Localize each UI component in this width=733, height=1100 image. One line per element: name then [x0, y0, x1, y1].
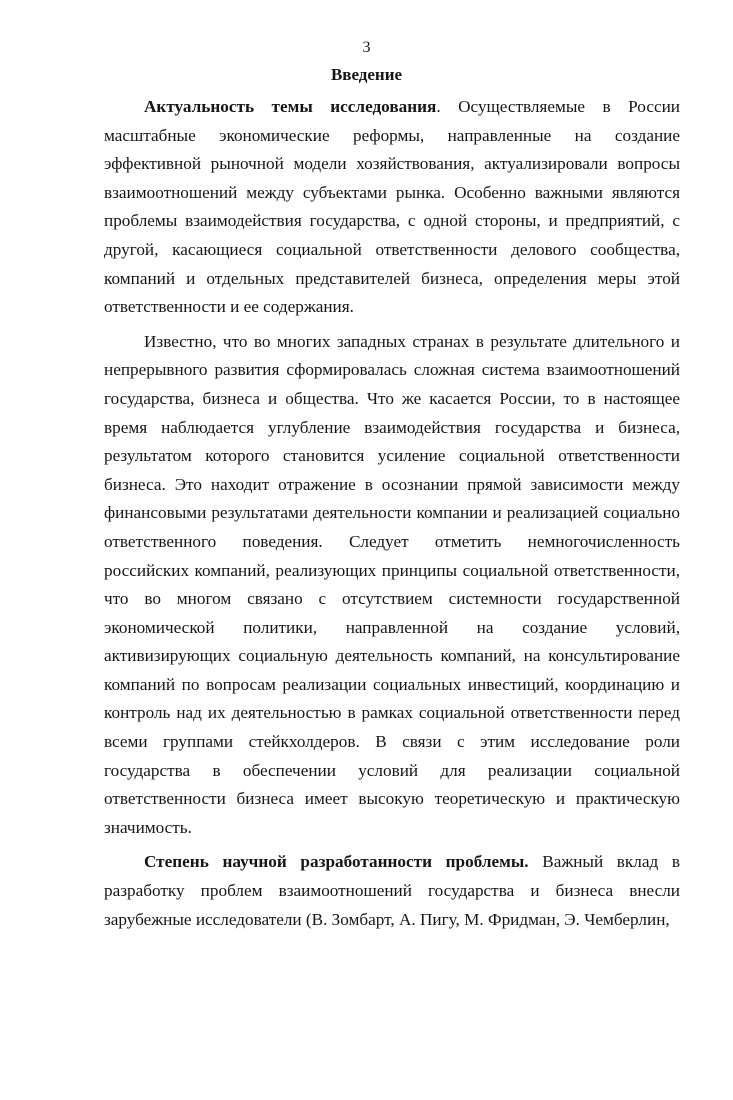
paragraph-relevance	[104, 93, 680, 322]
paragraph-western-context	[104, 328, 680, 843]
paragraph-text-western-context: Известно, что во многих западных странах в результате длительного и непрерывного развития сформировалась сложная система взаимоотношений государства, бизнеса и общества. Что же касается России, то в настоящее время наблюдается углубление взаимодействия государства и бизнеса, результатом которого становится усиление социальной ответственности бизнеса. Это находит отражение в осознании прямой зависимости между финансовыми результатами деятельности компании и реализацией социально ответственного поведения. Следует отметить немногочисленность российских компаний, реализующих принципы социальной ответственности, что во многом связано с отсутствием системности государственной экономической политики, направленной на создание условий, активизирующих социальную деятельность компаний, на консультирование компаний по вопросам реализации социальных инвестиций, координацию и контроль над их деятельностью в рамках социальной ответственности перед всеми группами стейкхолдеров. В связи с этим исследование роли государства в обеспечении условий для реализации социальной ответственности бизнеса имеет высокую теоретическую и практическую значимость.	[104, 331, 680, 837]
body-text	[104, 93, 680, 934]
paragraph-text-research-degree: Важный вклад в разработку проблем взаимоотношений государства и бизнеса внесли зарубежные исследователи (В. Зомбарт, А. Пигу, М. Фридман, Э. Чемберлин,	[104, 852, 680, 929]
paragraph-text-relevance: . Осуществляемые в России масштабные экономические реформы, направленные на создание эффективной рыночной модели хозяйствования, актуализировали вопросы взаимоотношений между субъектами рынка. Особенно важными являются проблемы взаимодействия государства, с одной стороны, и предприятий, с другой, касающиеся социальной ответственности делового сообщества, компаний и отдельных представителей бизнеса, определения меры этой ответственности и ее содержания.	[104, 97, 680, 317]
paragraph-research-degree	[104, 848, 680, 934]
section-heading: Введение	[330, 65, 403, 84]
paragraph-lead-relevance: Актуальность темы исследования	[144, 97, 437, 116]
paragraph-lead-research-degree: Степень научной разработанности проблемы.	[144, 852, 529, 872]
page-number: 3	[362, 39, 371, 56]
